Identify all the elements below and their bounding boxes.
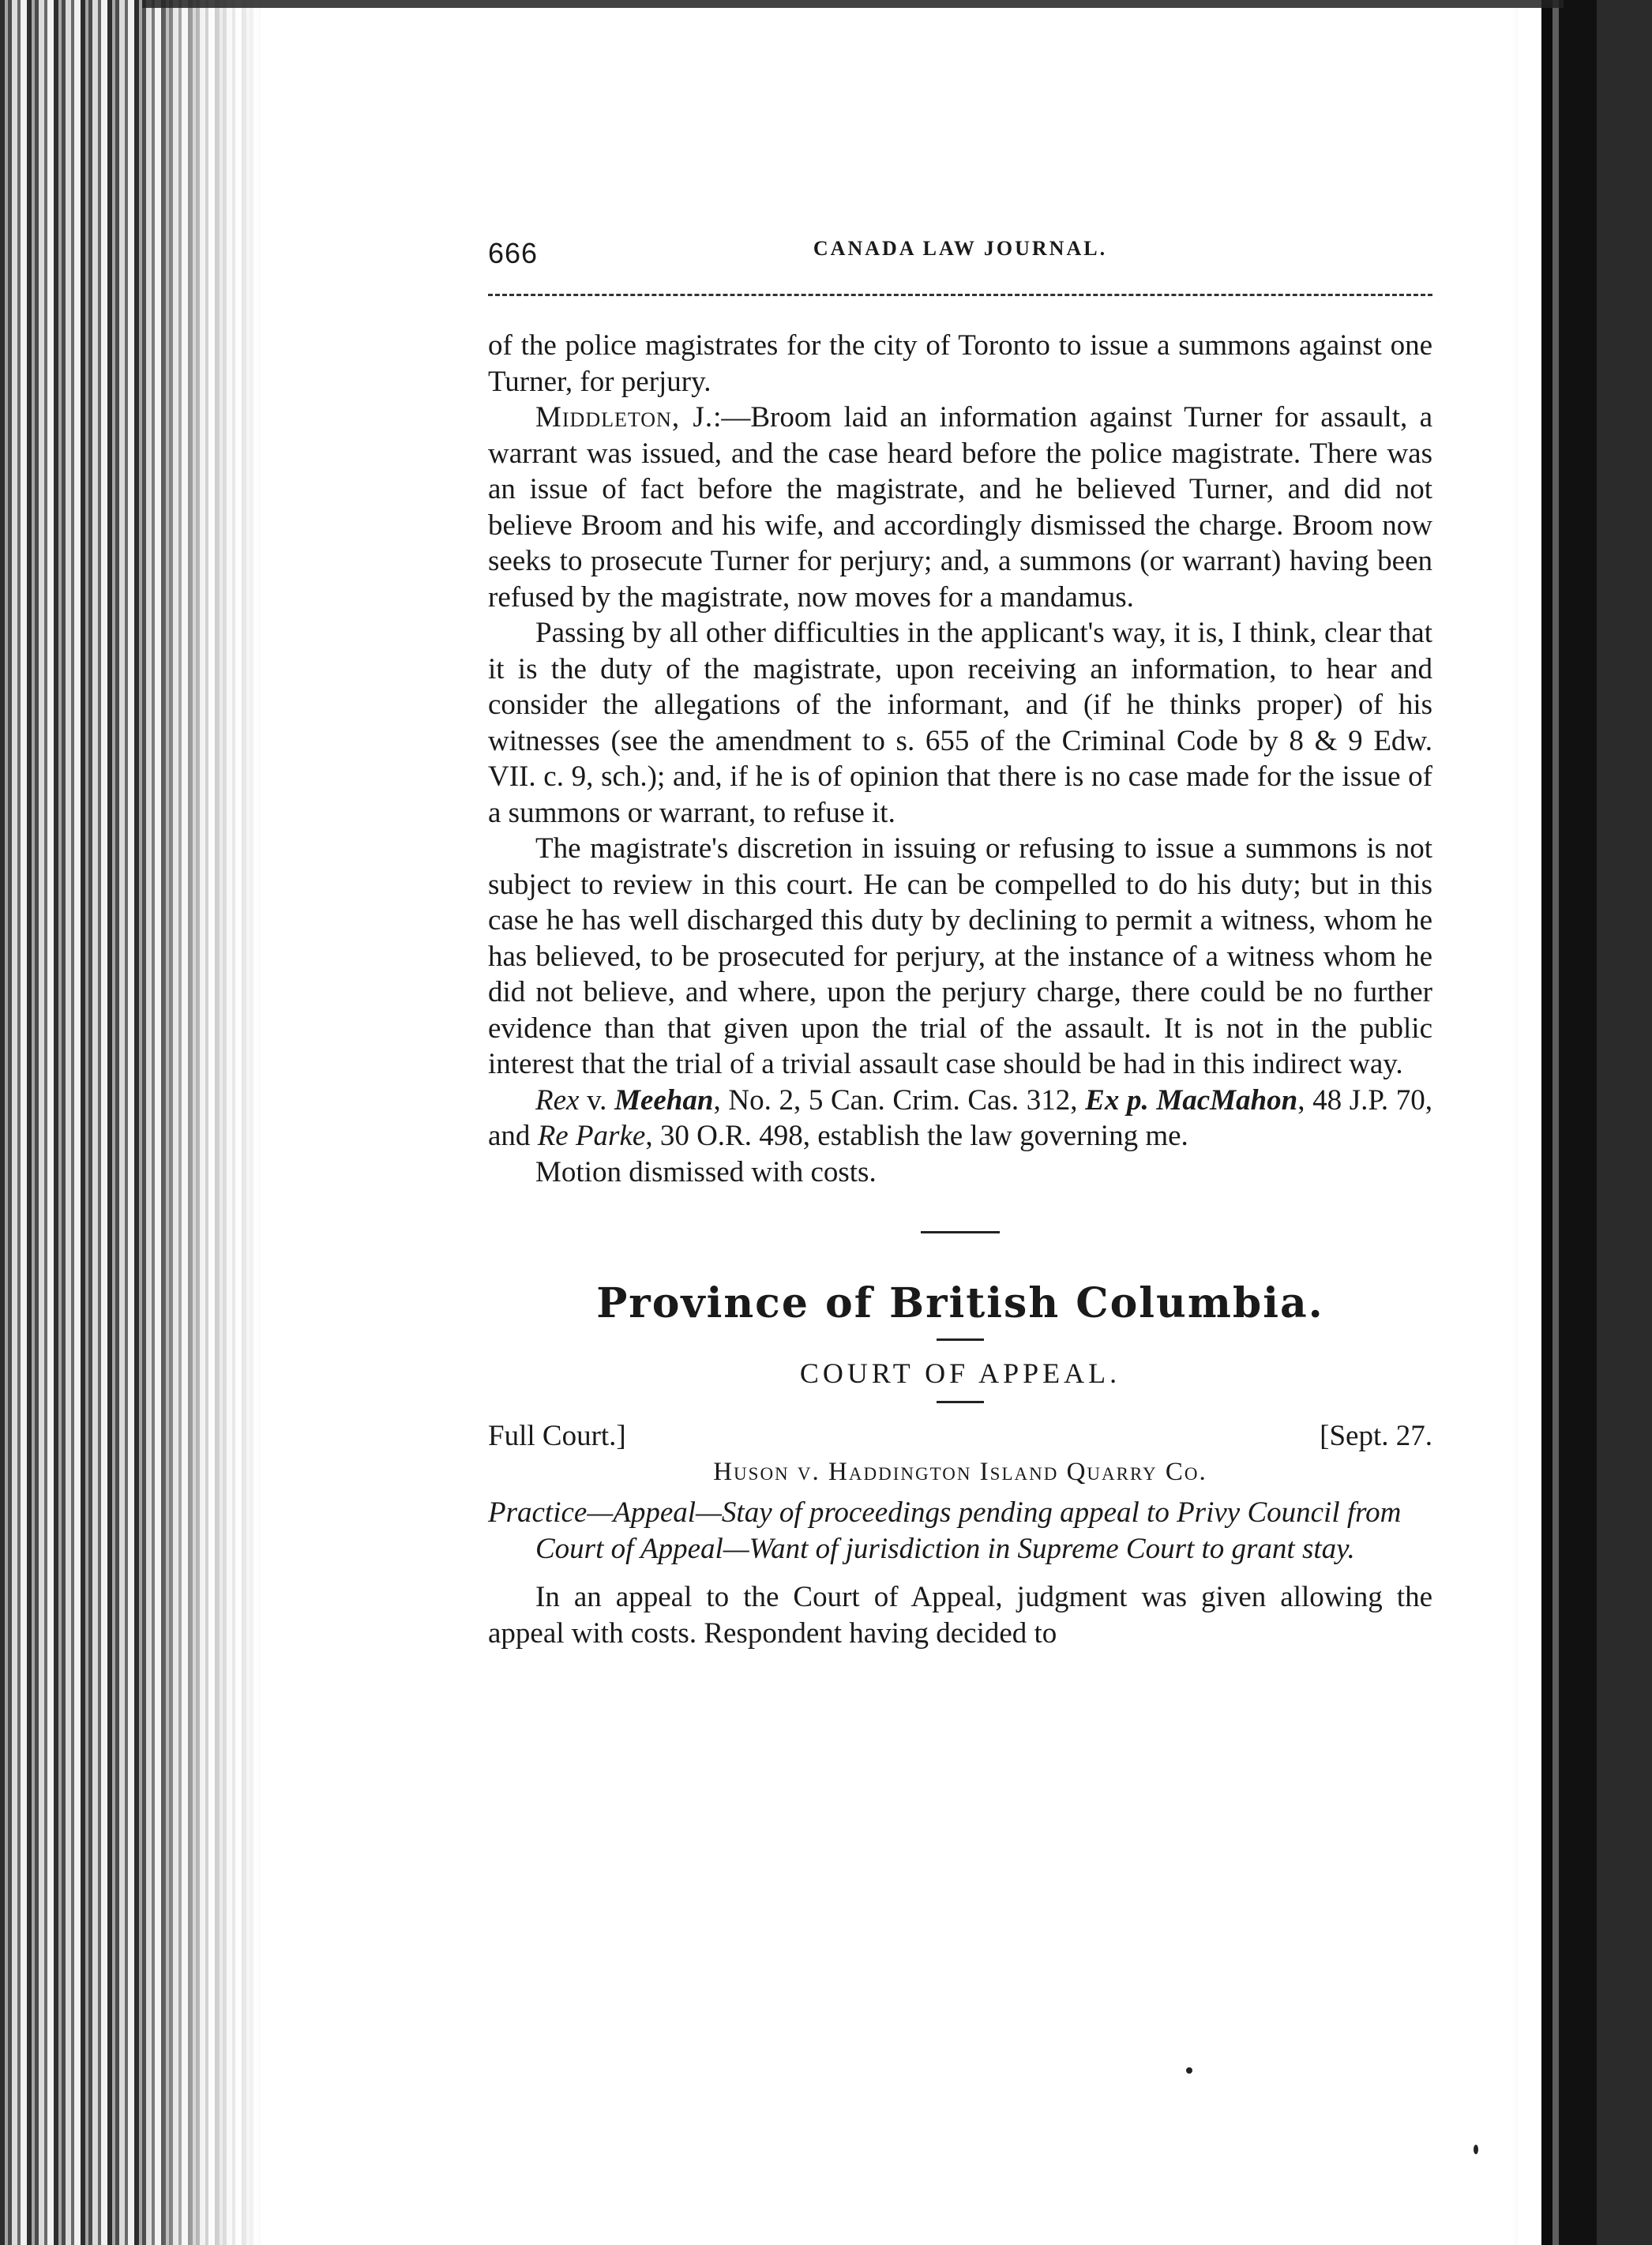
running-head: CANADA LAW JOURNAL. [813,237,1108,260]
section-divider [921,1231,1000,1233]
scan-speck [1474,2145,1478,2154]
title-divider [937,1338,984,1341]
scan-edge-right [1518,0,1652,2245]
scan-edge-top [142,0,1564,8]
citation-text: v. [579,1083,615,1117]
case-citation: Meehan [614,1083,714,1117]
judge-name: Middleton, J. [535,401,714,434]
court-designation: Full Court.] [488,1420,626,1452]
section-title: Province of British Columbia. [596,1279,1324,1327]
case-citation: Ex p. MacMahon [1085,1083,1298,1117]
headnote: Practice—Appeal—Stay of proceedings pending appeal to Privy Council from Court of Appeal—Want of jurisdiction in Supreme Court to grant stay. [488,1496,1402,1565]
paragraph-disposition: Motion dismissed with costs. [535,1155,877,1188]
paragraph-discretion: The magistrate's discretion in issuing or refusing to issue a summons is not subject to review in this court. He can be compelled to do his duty; but in this case he has well discharged this duty by declining to permit a witness, whom he has believed, to be prosecuted for perjury, at the instance of a witness whom he did not believe, and where, upon the perjury charge, there could be no further evidence than that given upon the trial of the assault. It is not in the public interest that the trial of a trivial assault case should be had in this indirect way. [488,832,1432,1080]
journal-page [488,237,1432,1651]
scan-speck [1186,2067,1192,2074]
case-citation: Re Parke [537,1120,646,1152]
paragraph-duty: Passing by all other difficulties in the applicant's way, it is, I think, clear that it is the duty of the magistrate, upon receiving an information, to hear and consider the allegations of the informant, and (if he thinks proper) of his witnesses (see the amendment to s. 655 of the Criminal Code by 8 & 9 Edw. VII. c. 9, sch.); and, if he is of opinion that there is no case made for the issue of a summons or warrant, to refuse it. [488,617,1432,829]
judgment-text: :—Broom laid an information against Turner for assault, a warrant was issued, and the case heard before the police magistrate. There was an issue of fact before the magistrate, and he believed Turner, and did not believe Broom and his wife, and accordingly dismissed the charge. Broom now seeks to prosecute Turner for perjury; and, a summons (or warrant) having been refused by the magistrate, now moves for a mandamus. [488,401,1432,614]
page-number: 666 [488,237,539,269]
court-title: COURT OF APPEAL. [799,1357,1121,1389]
paragraph-judgment [488,400,1432,615]
citation-text: , 30 O.R. 498, establish the law governing me. [645,1120,1188,1152]
scan-edge-left-fade [142,0,268,2245]
header-rule [488,294,1432,296]
paragraph-appeal: In an appeal to the Court of Appeal, judgment was given allowing the appeal with costs. Respondent having decided to [488,1581,1432,1650]
citation-text: , 48 J.P. 70, and [488,1083,1432,1152]
case-line [488,1419,1432,1453]
paragraph-authorities [488,1083,1432,1154]
citation-text: , No. 2, 5 Can. Crim. Cas. 312, [713,1083,1086,1117]
decision-date: [Sept. 27. [1320,1420,1432,1452]
case-citation: Rex [535,1083,580,1117]
page-header [488,237,1432,284]
case-name: Huson v. Haddington Island Quarry Co. [713,1458,1207,1486]
court-divider [937,1401,984,1403]
paragraph-continuation: of the police magistrates for the city of Toronto to issue a summons against one Turner, for perjury. [488,329,1432,398]
